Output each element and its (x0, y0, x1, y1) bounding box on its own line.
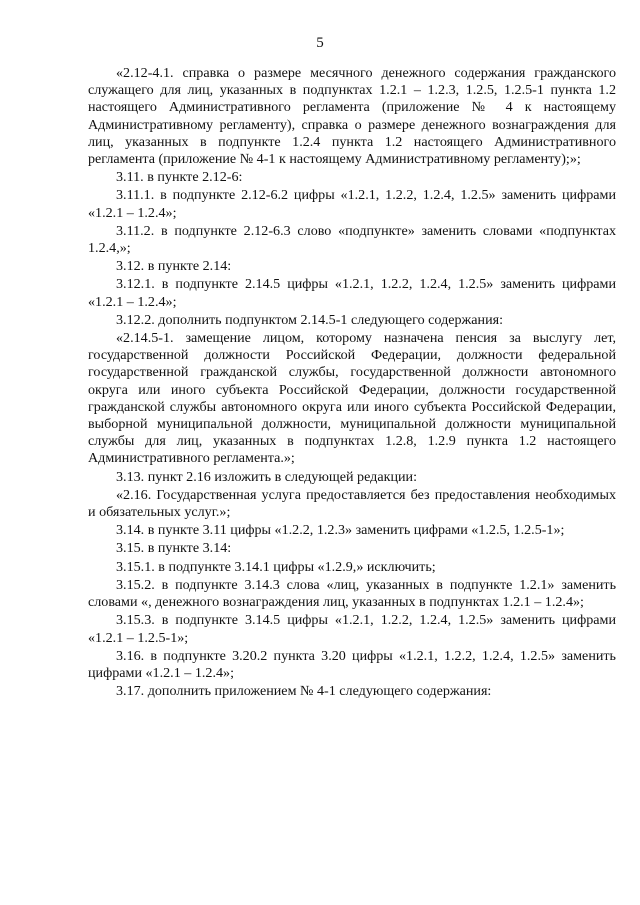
paragraph-2-16: «2.16. Государственная услуга предоставляется без предоставления необходимых и обязательных услуг.»; (88, 486, 616, 521)
paragraph-3-12-1: 3.12.1. в подпункте 2.14.5 цифры «1.2.1, 1.2.2, 1.2.4, 1.2.5» заменить цифрами «1.2.1 – 1.2.4»; (88, 276, 616, 310)
paragraph-3-12-2: 3.12.2. дополнить подпунктом 2.14.5-1 следующего содержания: (116, 311, 504, 328)
paragraph-3-17: 3.17. дополнить приложением № 4-1 следующего содержания: (116, 683, 492, 700)
paragraph-2-14-5-1: «2.14.5-1. замещение лицом, которому назначена пенсия за выслугу лет, государственной должности Российской Федерации, должности федеральной государственной гражданской службы, государственной должности автономного округа или иного субъекта Российской Федерации, должности государственной гражданской службы автономного округа или иного субъекта Российской Федерации, выборной муниципальной должности, муниципальной должности муниципальной службы для лиц, указанных в подпунктах 1.2.8, 1.2.9 пункта 1.2 настоящего Административного регламента.»; (88, 330, 616, 467)
paragraph-3-16: 3.16. в подпункте 3.20.2 пункта 3.20 цифры «1.2.1, 1.2.2, 1.2.4, 1.2.5» заменить цифрами «1.2.1 – 1.2.4»; (88, 647, 616, 681)
paragraph-3-13: 3.13. пункт 2.16 изложить в следующей редакции: (116, 468, 417, 485)
paragraph-3-11: 3.11. в пункте 2.12-6: (116, 169, 243, 186)
paragraph-3-11-1: 3.11.1. в подпункте 2.12-6.2 цифры «1.2.1, 1.2.2, 1.2.4, 1.2.5» заменить цифрами «1.2.1 – 1.2.4»; (88, 187, 616, 221)
page-number: 5 (316, 35, 324, 51)
paragraph-3-14: 3.14. в пункте 3.11 цифры «1.2.2, 1.2.3» заменить цифрами «1.2.5, 1.2.5-1»; (116, 522, 565, 539)
paragraph-3-15-3: 3.15.3. в подпункте 3.14.5 цифры «1.2.1, 1.2.2, 1.2.4, 1.2.5» заменить цифрами «1.2.1 – 1.2.5-1»; (88, 612, 616, 646)
document-body (88, 65, 616, 700)
paragraph-3-12: 3.12. в пункте 2.14: (116, 258, 232, 275)
paragraph-2-12-4-1: «2.12-4.1. справка о размере месячного денежного содержания гражданского служащего для лиц, указанных в подпунктах 1.2.1 – 1.2.3, 1.2.5, 1.2.5-1 пункта 1.2 настоящего Административного регламента (приложение № 4 к настоящему Административному регламенту), справка о размере денежного вознаграждения для лиц, указанных в подпункте 1.2.4 пункта 1.2 настоящего Административного регламента (приложение № 4-1 к настоящему Административному регламенту);»; (88, 65, 616, 168)
paragraph-3-15-2: 3.15.2. в подпункте 3.14.3 слова «лиц, указанных в подпункте 1.2.1» заменить словами «, денежного вознаграждения лиц, указанных в подпунктах 1.2.1 – 1.2.4»; (88, 576, 616, 611)
paragraph-3-11-2: 3.11.2. в подпункте 2.12-6.3 слово «подпункте» заменить словами «подпунктах 1.2.4,»; (88, 222, 616, 257)
paragraph-3-15: 3.15. в пункте 3.14: (116, 540, 232, 557)
paragraph-3-15-1: 3.15.1. в подпункте 3.14.1 цифры «1.2.9,» исключить; (116, 558, 436, 575)
